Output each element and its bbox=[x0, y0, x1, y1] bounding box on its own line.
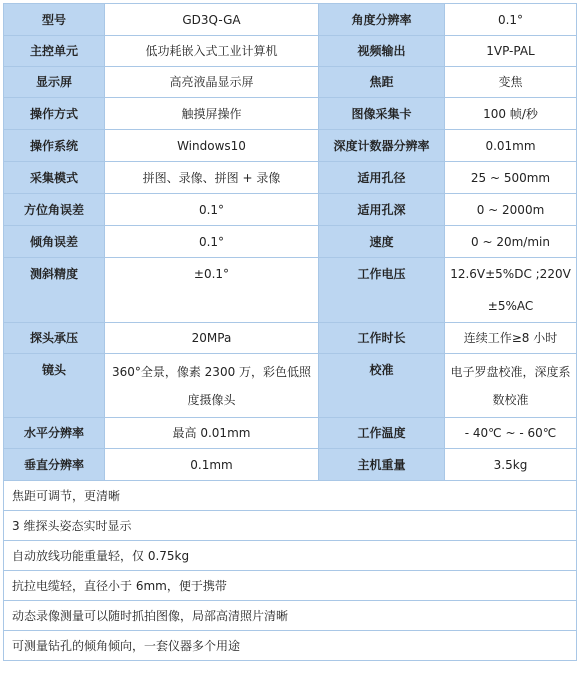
note-row bbox=[4, 511, 577, 541]
spec-value: 最高 0.01mm bbox=[105, 418, 319, 449]
spec-value: 0.1° bbox=[105, 226, 319, 258]
spec-value: 0.1° bbox=[105, 194, 319, 226]
spec-value: 360°全景，像素 2300 万，彩色低照度摄像头 bbox=[105, 354, 319, 418]
spec-label: 方位角误差 bbox=[4, 194, 105, 226]
spec-row bbox=[4, 4, 577, 36]
spec-value: GD3Q-GA bbox=[105, 4, 319, 36]
spec-label: 探头承压 bbox=[4, 323, 105, 354]
spec-value: 1VP-PAL bbox=[445, 36, 577, 67]
spec-row bbox=[4, 258, 577, 323]
spec-value: 低功耗嵌入式工业计算机 bbox=[105, 36, 319, 67]
spec-label: 型号 bbox=[4, 4, 105, 36]
spec-row bbox=[4, 162, 577, 194]
spec-value: 0.01mm bbox=[445, 130, 577, 162]
spec-value: 高亮液晶显示屏 bbox=[105, 67, 319, 98]
note-row bbox=[4, 631, 577, 661]
feature-note: 抗拉电缆轻，直径小于 6mm，便于携带 bbox=[4, 571, 577, 601]
spec-row bbox=[4, 354, 577, 418]
spec-label: 倾角误差 bbox=[4, 226, 105, 258]
spec-label: 适用孔径 bbox=[319, 162, 445, 194]
spec-label: 镜头 bbox=[4, 354, 105, 418]
note-row bbox=[4, 541, 577, 571]
spec-label: 速度 bbox=[319, 226, 445, 258]
spec-label: 工作时长 bbox=[319, 323, 445, 354]
spec-value: - 40℃ ~ - 60℃ bbox=[445, 418, 577, 449]
spec-label: 焦距 bbox=[319, 67, 445, 98]
spec-label: 水平分辨率 bbox=[4, 418, 105, 449]
spec-value: 0 ~ 20m/min bbox=[445, 226, 577, 258]
spec-value: 触摸屏操作 bbox=[105, 98, 319, 130]
feature-note: 动态录像测量可以随时抓拍图像，局部高清照片清晰 bbox=[4, 601, 577, 631]
spec-label: 校准 bbox=[319, 354, 445, 418]
spec-value: 0 ~ 2000m bbox=[445, 194, 577, 226]
feature-note: 焦距可调节，更清晰 bbox=[4, 481, 577, 511]
spec-value: Windows10 bbox=[105, 130, 319, 162]
spec-label: 工作温度 bbox=[319, 418, 445, 449]
spec-value: 0.1mm bbox=[105, 449, 319, 481]
spec-row bbox=[4, 449, 577, 481]
spec-value: 0.1° bbox=[445, 4, 577, 36]
spec-value: 拼图、录像、拼图 + 录像 bbox=[105, 162, 319, 194]
spec-value: 100 帧/秒 bbox=[445, 98, 577, 130]
spec-value: 25 ~ 500mm bbox=[445, 162, 577, 194]
spec-row bbox=[4, 226, 577, 258]
spec-label: 采集模式 bbox=[4, 162, 105, 194]
spec-row bbox=[4, 36, 577, 67]
spec-label: 视频输出 bbox=[319, 36, 445, 67]
spec-row bbox=[4, 98, 577, 130]
spec-row bbox=[4, 323, 577, 354]
spec-table bbox=[3, 3, 577, 661]
spec-value: 电子罗盘校准，深度系数校准 bbox=[445, 354, 577, 418]
note-row bbox=[4, 571, 577, 601]
spec-label: 适用孔深 bbox=[319, 194, 445, 226]
spec-label: 图像采集卡 bbox=[319, 98, 445, 130]
spec-label: 显示屏 bbox=[4, 67, 105, 98]
spec-value: 变焦 bbox=[445, 67, 577, 98]
spec-value: 12.6V±5%DC ;220V ±5%AC bbox=[445, 258, 577, 323]
spec-row bbox=[4, 418, 577, 449]
spec-value: 连续工作≥8 小时 bbox=[445, 323, 577, 354]
feature-note: 自动放线功能重量轻，仅 0.75kg bbox=[4, 541, 577, 571]
spec-value: 3.5kg bbox=[445, 449, 577, 481]
spec-value: 20MPa bbox=[105, 323, 319, 354]
note-row bbox=[4, 601, 577, 631]
spec-label: 角度分辨率 bbox=[319, 4, 445, 36]
feature-note: 可测量钻孔的倾角倾向，一套仪器多个用途 bbox=[4, 631, 577, 661]
spec-row bbox=[4, 194, 577, 226]
spec-label: 深度计数器分辨率 bbox=[319, 130, 445, 162]
spec-value: ±0.1° bbox=[105, 258, 319, 323]
spec-label: 垂直分辨率 bbox=[4, 449, 105, 481]
spec-label: 主控单元 bbox=[4, 36, 105, 67]
spec-label: 主机重量 bbox=[319, 449, 445, 481]
note-row bbox=[4, 481, 577, 511]
spec-label: 操作系统 bbox=[4, 130, 105, 162]
spec-label: 工作电压 bbox=[319, 258, 445, 323]
feature-note: 3 维探头姿态实时显示 bbox=[4, 511, 577, 541]
spec-row bbox=[4, 67, 577, 98]
spec-label: 操作方式 bbox=[4, 98, 105, 130]
spec-row bbox=[4, 130, 577, 162]
spec-label: 测斜精度 bbox=[4, 258, 105, 323]
